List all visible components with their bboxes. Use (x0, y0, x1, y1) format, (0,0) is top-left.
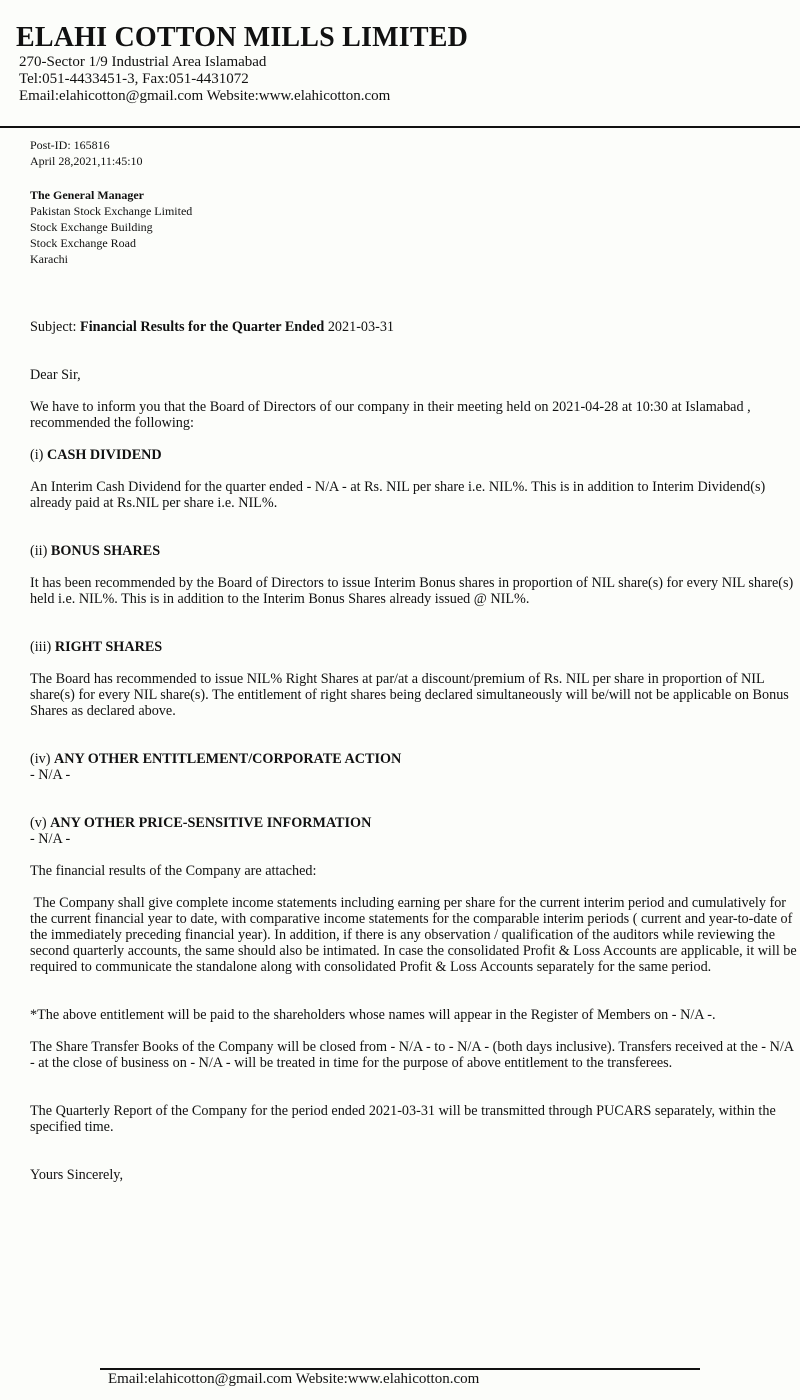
company-contact: Email:elahicotton@gmail.com Website:www.elahicotton.com (19, 88, 391, 104)
quarterly-report-text: The Quarterly Report of the Company for the period ended 2021-03-31 will be transmitted through PUCARS separately, within the specified time. (30, 1103, 776, 1135)
section-number: (i) (30, 447, 44, 463)
post-datetime: April 28,2021,11:45:10 (30, 154, 143, 168)
recipient-line: Pakistan Stock Exchange Limited (30, 204, 193, 218)
cash-dividend-text: An Interim Cash Dividend for the quarter ended - N/A - at Rs. NIL per share i.e. NIL%. This is in addition to Interim Dividend(s) already paid at Rs.NIL per share i.e. NIL%. (30, 479, 766, 511)
section-heading: ANY OTHER ENTITLEMENT/CORPORATE ACTION (54, 751, 402, 767)
section-heading: ANY OTHER PRICE-SENSITIVE INFORMATION (50, 815, 372, 831)
subject-text: Financial Results for the Quarter Ended (80, 319, 325, 335)
salutation: Dear Sir, (30, 367, 81, 383)
section-heading: RIGHT SHARES (54, 639, 163, 655)
recipient-line: Stock Exchange Road (30, 236, 136, 250)
footer-contact: Email:elahicotton@gmail.com Website:www.elahicotton.com (108, 1371, 480, 1387)
other-entitlement-text: - N/A - (30, 767, 71, 783)
closing: Yours Sincerely, (30, 1167, 124, 1183)
section-heading-bonus-shares (30, 543, 800, 559)
section-number: (iii) (30, 639, 52, 655)
section-number: (ii) (30, 543, 48, 559)
company-phone: Tel:051-4433451-3, Fax:051-4431072 (19, 71, 249, 87)
price-sensitive-text: - N/A - (30, 831, 71, 847)
section-heading-cash-dividend (30, 447, 800, 463)
section-number: (v) (30, 815, 47, 831)
entitlement-note: *The above entitlement will be paid to the shareholders whose names will appear in the Register of Members on - N/A -. (30, 1007, 716, 1023)
recipient-line: Karachi (30, 252, 68, 266)
company-address: 270-Sector 1/9 Industrial Area Islamabad (19, 54, 267, 70)
section-heading-right-shares (30, 639, 800, 655)
subject-date: 2021-03-31 (327, 319, 395, 335)
intro-paragraph: We have to inform you that the Board of Directors of our company in their meeting held on 2021-04-28 at 10:30 at Islamabad , recommended the following: (30, 399, 751, 431)
right-shares-text: The Board has recommended to issue NIL% Right Shares at par/at a discount/premium of Rs. NIL per share in proportion of NIL share(s) for every NIL share(s). The entitlement of right shares being declared simultaneously will be/will not be applicable on Bonus Shares as declared above. (30, 671, 789, 719)
footer-divider (100, 1368, 700, 1370)
section-heading-price-sensitive (30, 815, 800, 831)
recipient-title: The General Manager (30, 188, 144, 202)
post-id: Post-ID: 165816 (30, 138, 110, 152)
section-number: (iv) (30, 751, 51, 767)
section-heading: CASH DIVIDEND (46, 447, 162, 463)
subject-line (30, 319, 800, 335)
section-heading: BONUS SHARES (50, 543, 161, 559)
bonus-shares-text: It has been recommended by the Board of Directors to issue Interim Bonus shares in proportion of NIL share(s) for every NIL share(s) held i.e. NIL%. This is in addition to the Interim Bonus Shares already issued @ NIL%. (30, 575, 794, 607)
header-divider (0, 126, 800, 128)
recipient-line: Stock Exchange Building (30, 220, 153, 234)
results-attached: The financial results of the Company are attached: (30, 863, 317, 879)
transfer-books-text: The Share Transfer Books of the Company will be closed from - N/A - to - N/A - (both days inclusive). Transfers received at the - N/A - at the close of business on - N/A - will be treated in time for the purpose of above entitlement to the transferees. (30, 1039, 794, 1071)
subject-label: Subject: (30, 319, 77, 335)
section-heading-other-entitlement (30, 751, 800, 767)
income-statement-note: The Company shall give complete income statements including earning per share for the current interim period and cumulatively for the current financial year to date, with comparative income statements for the comparable interim periods ( current and year-to-date of the immediately preceding financial year). In addition, if there is any observation / qualification of the auditors while reviewing the second quarterly accounts, the same should also be intimated. In case the consolidated Profit & Loss Accounts are applicable, it will be required to communicate the standalone along with consolidated Profit & Loss Accounts separately for the same period. (30, 895, 800, 975)
company-name: ELAHI COTTON MILLS LIMITED (16, 22, 469, 53)
